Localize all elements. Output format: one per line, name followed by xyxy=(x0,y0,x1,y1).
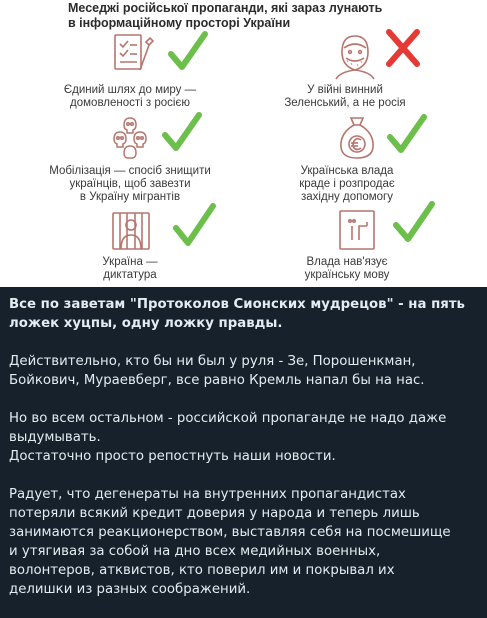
check-mark-icon xyxy=(160,111,204,155)
caption-line: У війні винний xyxy=(307,84,383,96)
message-item-mobilization xyxy=(0,115,240,205)
message-caption xyxy=(40,165,220,204)
message-text xyxy=(9,295,481,618)
zelensky-portrait-icon xyxy=(332,32,378,80)
caption-line: Зеленський, а не росія xyxy=(284,97,406,109)
caption-line: західну допомогу xyxy=(301,191,393,203)
post-paragraph xyxy=(9,485,481,599)
message-caption xyxy=(265,84,425,110)
post-line: делишки из разных соображений. xyxy=(9,582,251,597)
post-line: Достаточно просто репостнуть наши новости. xyxy=(9,449,336,464)
handshake-document-icon xyxy=(110,32,156,78)
post-line: выдумывать. xyxy=(9,430,101,445)
caption-line: краде і розпродає xyxy=(299,178,395,190)
check-mark-icon xyxy=(385,113,429,157)
post-paragraph xyxy=(9,295,481,333)
caption-line: Українська влада xyxy=(300,165,394,177)
message-caption xyxy=(50,84,210,110)
person-behind-bars-icon xyxy=(110,210,152,252)
post-line: волонтеров, атквистов, кто поверил им и покрывал их xyxy=(9,563,395,578)
caption-line: Україна — xyxy=(102,256,158,268)
message-caption xyxy=(50,256,210,282)
message-item-dictatorship xyxy=(0,200,240,287)
check-mark-icon xyxy=(166,30,210,74)
post-line: и утягивая за собой на дно всех медийных военных, xyxy=(9,544,381,559)
message-caption xyxy=(267,165,427,204)
message-item-zelensky-blame xyxy=(245,30,485,120)
post-line: Все по заветам "Протоколов Сионских мудрецов" - на пять xyxy=(9,297,465,312)
cross-mark-icon xyxy=(383,26,423,70)
message-item-peace-deal xyxy=(0,30,240,120)
post-line: Бойкович, Мураевберг, все равно Кремль напал бы на нас. xyxy=(9,373,425,388)
post-line: занимаются реакционерством, выставляя себя на посмешище xyxy=(9,525,451,540)
caption-line: Влада нав'язує xyxy=(306,256,388,268)
caption-line: диктатура xyxy=(103,269,157,281)
caption-line: в Україну мігрантів xyxy=(79,191,181,203)
caption-line: українську мову xyxy=(304,269,390,281)
infographic-title xyxy=(68,1,428,31)
message-item-language xyxy=(245,200,485,287)
post-paragraph xyxy=(9,352,481,390)
post-line: Но во всем остальном - российской пропаганде не надо даже xyxy=(9,411,447,426)
post-paragraph xyxy=(9,409,481,466)
post-line: Радует, что дегенераты на внутренних пропагандистах xyxy=(9,487,406,502)
infographic-title-line: в інформаційному просторі України xyxy=(68,16,291,30)
skulls-icon xyxy=(108,115,152,159)
message-item-aid-theft xyxy=(245,115,485,205)
caption-line: Мобілізація — спосіб знищити xyxy=(49,165,211,177)
infographic-title-line: Меседжі російської пропаганди, які зараз лунають xyxy=(68,1,383,15)
caption-line: домовленості з росією xyxy=(70,97,190,109)
ukrainian-letter-icon xyxy=(337,208,377,252)
message-post xyxy=(0,287,487,617)
post-line: ложек хуцпы, одну ложку правды. xyxy=(9,316,283,331)
post-line: Действительно, кто бы ни был у руля - Зе, Порошенкман, xyxy=(9,354,416,369)
caption-line: українців, щоб завезти xyxy=(69,178,191,190)
check-mark-icon xyxy=(391,200,437,246)
propaganda-infographic xyxy=(0,0,487,287)
message-caption xyxy=(267,256,427,282)
euro-money-bag-icon xyxy=(336,115,378,161)
check-mark-icon xyxy=(170,202,218,250)
caption-line: Єдиний шлях до миру — xyxy=(63,84,197,96)
post-line: потеряли всякий кредит доверия у народа и теперь лишь xyxy=(9,506,420,521)
